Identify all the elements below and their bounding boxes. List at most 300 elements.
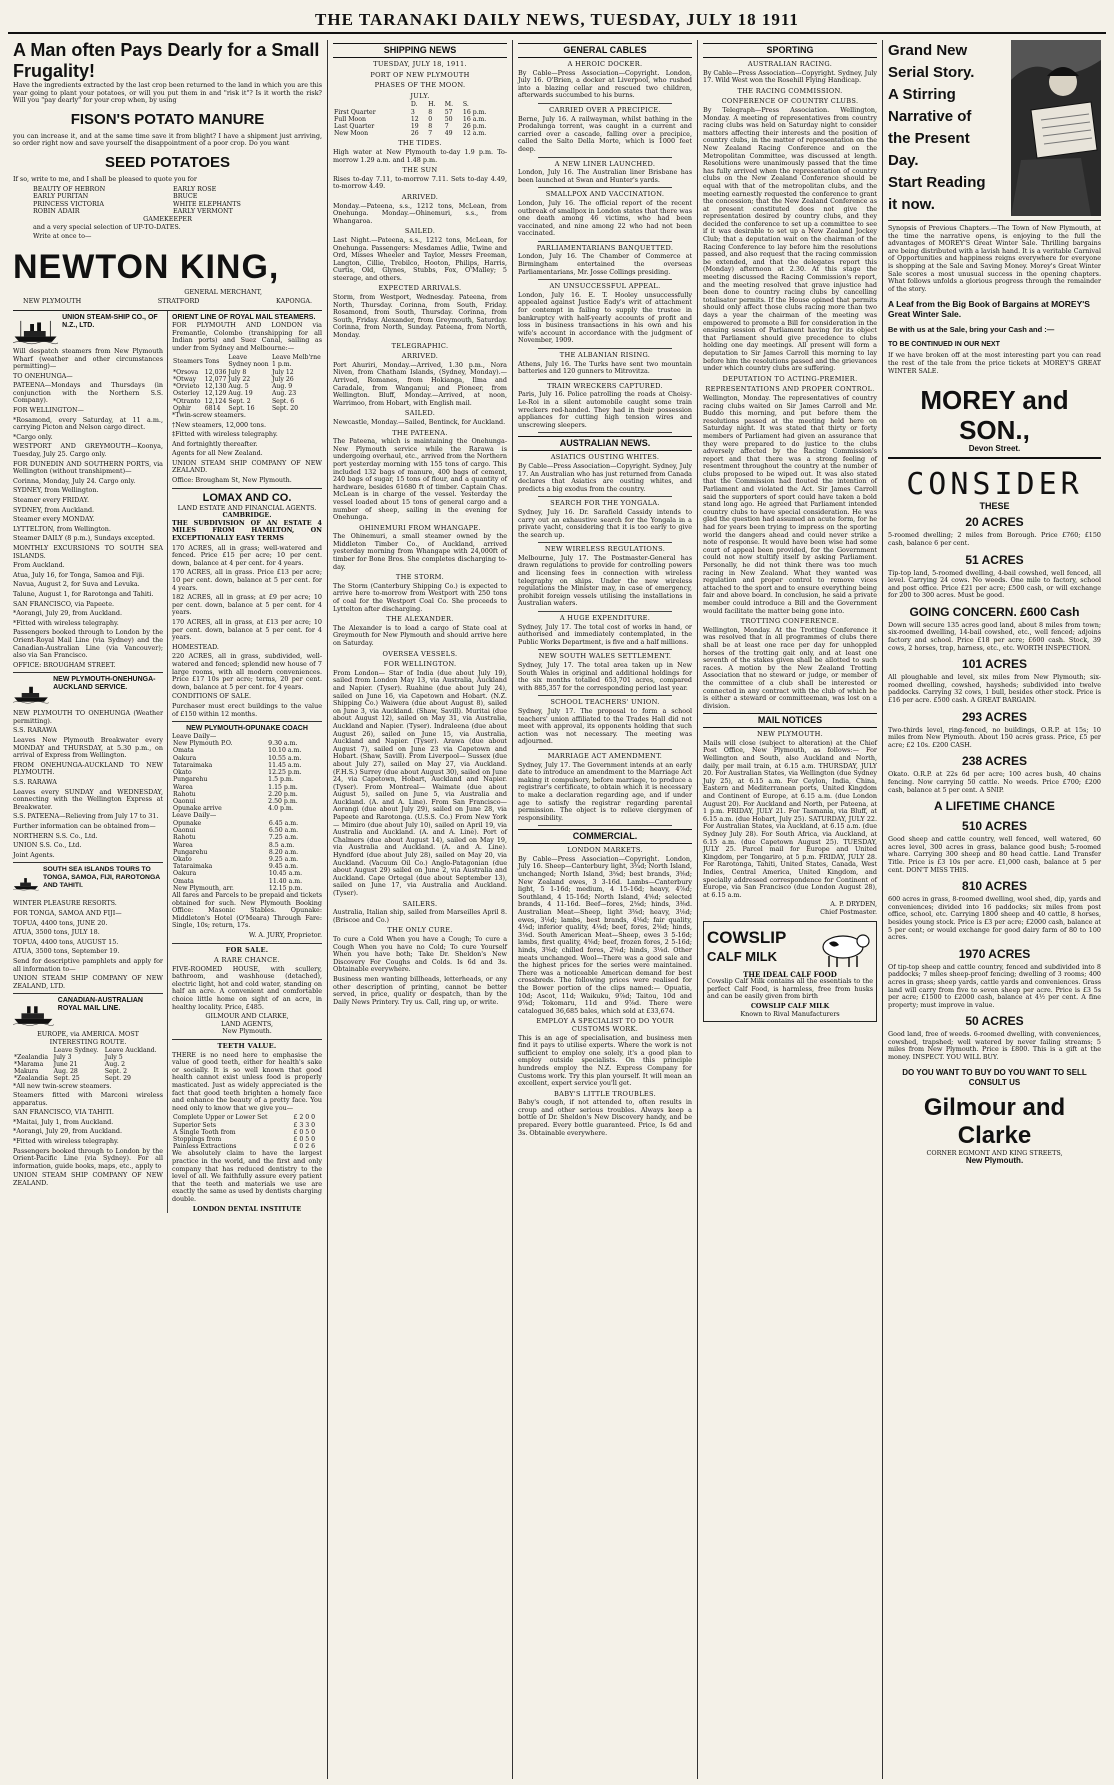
variety-item: EARLY VERMONT (173, 207, 233, 216)
article-text: London, July 16. The Chamber of Commerce at Birmingham entertained the overseas Parliamentarians, Mr. Josse Collings presiding. (518, 252, 692, 276)
text-line: 170 ACRES, all in grass, at £13 per acre; 10 per cent. down, balance at 5 per cent. for 4 years. (172, 617, 322, 642)
conference-heading: CONFERENCE OF COUNTRY CLUBS. (721, 97, 859, 106)
variety-item: BEAUTY OF HEBRON (33, 184, 106, 193)
teeth-signature: LONDON DENTAL INSTITUTE (192, 1204, 302, 1213)
farm-text: 600 acres in grass, 8-roomed dwelling, wool shed, dip, yards and conveniences; divided into 16 paddocks; six miles from post office, school, etc. Carrying 1800 sheep and 40 cattle, 8 horses, besides young stock. Price is £3 per acre; £2000 cash, balance at 5 per cent; or would exchange for good dairy farm of 80 to 100 acres. (888, 895, 1101, 942)
article-title: ASIATICS OUSTING WHITES. (550, 453, 660, 462)
text-line: *Aorangi, July 29, from Auckland. (13, 1127, 123, 1136)
arrived-text: Monday.—Pateena, s.s., 1212 tons, McLean, from Onehunga. Monday.—Ohinemuri, s.s., from Whangaroa. (333, 201, 507, 225)
table-cell: 49 (444, 130, 453, 138)
table-row (333, 130, 507, 137)
sun-text: Rises to-day 7.11, to-morrow 7.11. Sets to-day 4.49, to-morrow 4.49. (333, 174, 507, 191)
table-header: S. (462, 101, 469, 109)
table-cell: Opunake arrive (173, 805, 222, 813)
table-cell: Osterley (173, 390, 200, 398)
teeth-prices (172, 1114, 322, 1150)
farm-title: 238 ACRES (962, 754, 1027, 769)
sailed-heading: SAILED. (404, 227, 436, 236)
article-text: By Cable—Press Association—Copyright. London, July 16. O'Brien, a docker at Liverpool, who rushed into a blazing cellar and rescued two children, afterwards succumbed to his burns. (518, 68, 692, 100)
table-cell: 11.40 a.m. (268, 877, 303, 885)
table-cell: 2.20 p.m. (268, 790, 298, 798)
baby-heading: BABY'S LITTLE TROUBLES. (554, 1089, 656, 1098)
table-cell: Omata (173, 747, 194, 755)
table-cell: £ 0 5 0 (293, 1135, 316, 1143)
table-cell: 12 a.m. (462, 130, 487, 138)
text-line: *Twin-screw steamers. (172, 410, 246, 419)
lomax-sub: LAND ESTATE AND FINANCIAL AGENTS. (177, 503, 317, 512)
table-cell: 8.20 a.m. (268, 848, 299, 856)
fison-intro: Have the ingredients extracted by the last crop been returned to the land in which you are this year going to plant your potatoes, or will you put them in and "risk it"? Is it worth the risk? Will you "pay dearly" for your crop when, by using (13, 81, 323, 105)
moon-month: JULY. (410, 91, 430, 100)
text-line: FOR TONGA, SAMOA AND FIJI— (13, 908, 122, 917)
table-row (13, 1054, 163, 1061)
coach-leave: Leave Daily— (172, 731, 217, 740)
text-line: *Cargo only. (13, 432, 53, 441)
table-cell: July 22 (228, 375, 251, 383)
table-header: Leave Melb'rne 1 p.m. (271, 354, 321, 369)
table-cell: Warea (173, 783, 193, 791)
storm-heading: THE STORM. (395, 573, 445, 582)
table-row (13, 1061, 163, 1068)
farm-title: GOING CONCERN. £600 Cash (909, 604, 1080, 619)
sun-heading: THE SUN (402, 166, 438, 175)
farm-title: 50 ACRES (965, 1014, 1024, 1029)
section-heading: GENERAL CABLES (518, 43, 692, 58)
leaf-heading: A Leaf from the Big Book of Bargains at MOREY'S Great Winter Sale. (888, 299, 1090, 320)
variety-gamekeeper: GAMEKEEPER (143, 214, 192, 223)
text-line: *Fitted with wireless telegraphy. (13, 618, 119, 627)
table-cell: Pungarehu (173, 776, 208, 784)
section-heading: SPORTING (703, 43, 877, 58)
article-title: THE ALBANIAN RISING. (559, 351, 651, 359)
text-line: ATUA, 3500 tons, September 19. (13, 947, 120, 956)
article-title: NEW WIRELESS REGULATIONS. (544, 545, 666, 554)
table-row (172, 383, 322, 390)
serial-line: Start Reading (888, 174, 986, 191)
table-cell: 12.25 p.m. (268, 769, 302, 777)
text-line: Further information can be obtained from— (13, 822, 156, 830)
farm-text: All ploughable and level, six miles from New Plymouth; six-roomed dwelling, cowshed, haysheds; subdivided into twelve paddocks. Carrying 32 cows, 1 bull, besides other stock. Price is £16 per acre. £500 cash. A GREAT BARGAIN. (888, 673, 1101, 705)
coach-table-outbound (172, 740, 322, 812)
table-cell: Aug. 23 (271, 390, 297, 398)
steamship-icon (13, 866, 39, 900)
gilmour-address: CORNER EGMONT AND KING STREETS, (926, 1148, 1063, 1157)
northern-lines (13, 710, 163, 859)
table-cell: July 3 (53, 1053, 72, 1061)
table-cell: 8 (428, 108, 433, 116)
table-cell: Aug. 2 (104, 1060, 126, 1068)
table-cell: *Orvieto (173, 383, 200, 391)
text-line: Navua, August 2, for Suva and Levuka. (13, 580, 140, 589)
table-cell: 1.5 p.m. (268, 776, 294, 784)
teeth-body2: We absolutely claim to have the largest practice in the world, and the first and only company that has reduced dentistry to the level of all. We faithfully assure every patient that the teeth and materials we use are exactly the same as used by dentists charging double. (172, 1149, 322, 1203)
table-cell: July 26 (271, 375, 294, 383)
canadian-table (13, 1047, 163, 1083)
write-at-once: Write at once to— (33, 232, 92, 241)
table-cell: 9.25 a.m. (268, 855, 299, 863)
cowslip-product: CALF MILK (707, 948, 778, 964)
trotting-text: Wellington, Monday. At the Trotting Conference it was resolved that in all programmes of clubs there shall be at least one race per day for unhoppled horses of the trotting gait only, and at least one seventh of the stakes given shall be allotted to such races. A motion by the New Zealand Trotting Association that no steward or judge, or member of the committee of a club shall be interested or connected in any contract with the club of which he is either a steward or committeeman, was lost on a division. (703, 625, 877, 710)
text-line: Purchaser must erect buildings to the value of £150 within 12 months. (172, 701, 322, 718)
table-row (172, 863, 322, 870)
table-cell: First Quarter (334, 108, 376, 116)
farm-title: 51 ACRES (965, 552, 1024, 567)
table-cell: Oaonui (173, 827, 196, 835)
text-line: S.S. RARAWA (13, 726, 57, 735)
southsea-advert (13, 866, 163, 900)
farm-text: Tip-top land, 5-roomed dwelling, 4-bail cowshed, well fenced, all level. Carrying 24 cows. No weeds. One mile to factory, school and post office. Price £21 per acre; £500 cash, or will exchange for 200 to 300 acres. Must be good. (888, 568, 1101, 600)
farm-title: 101 ACRES (962, 657, 1027, 672)
article-title: SEARCH FOR THE YONGALA. (550, 499, 660, 508)
table-cell: Aug. 5 (228, 383, 249, 391)
text-line: UNION S.S. Co., Ltd. (13, 841, 82, 850)
orient-table (172, 354, 322, 412)
pateena-text: The Pateena, which is maintaining the Onehunga-New Plymouth service while the Rarawa is undergoing overhaul, etc., arrived from the Northern port yesterday morning with 155 tons of cargo. This included 132 bags of manure, 400 bags of cement, 240 bags of sugar, 15 tons of flour, and a quantity of hardware, besides 61680 ft of timber. Captain Chas. McLean is in charge of the vessel. Yesterday the vessel loaded about 15 tons of general cargo and a number of sheep, sailing in the evening for Onehunga. (333, 437, 507, 522)
table-cell: 10.55 a.m. (268, 754, 302, 762)
serial-line: Serial Story. (888, 64, 975, 81)
table-row (172, 398, 322, 405)
shipping-date: TUESDAY, JULY 18, 1911. (373, 60, 467, 68)
text-line: Steamer every MONDAY. (13, 515, 95, 524)
table-cell: New Plymouth P.O. (173, 740, 233, 748)
fison-advert (13, 40, 322, 310)
serial-line: the Present (888, 130, 970, 147)
table-cell: Rahotu (173, 834, 196, 842)
forsale-sig: LAND AGENTS, (220, 1019, 274, 1028)
article-title: A HEROIC DOCKER. (567, 60, 643, 68)
northern-advert (13, 676, 163, 710)
table-cell: 57 (444, 108, 453, 116)
land-adverts (168, 311, 322, 1213)
table-cell: *Zealandia (14, 1075, 49, 1083)
table-cell: £ 0 5 0 (293, 1128, 316, 1136)
text-line: *All new twin-screw steamers. (13, 1081, 112, 1090)
table-cell: 12,036 (204, 368, 227, 376)
to-be-continued: TO BE CONTINUED IN OUR NEXT (888, 341, 1000, 349)
sailed2-text: Newcastle, Monday.—Sailed, Bentinck, for Auckland. (333, 417, 506, 426)
table-cell: 16 p.m. (462, 108, 487, 116)
serial-line: Day. (888, 152, 919, 169)
table-cell: 6.50 a.m. (268, 827, 299, 835)
text-line: Leaves every SUNDAY and WEDNESDAY, connecting with the Wellington Express at Breakwater. (13, 787, 163, 811)
variety-item: PRINCESS VICTORIA (33, 199, 104, 208)
table-cell: Ophir (173, 404, 191, 412)
forsale-sub: A RARE CHANCE. (214, 956, 280, 965)
variety-item: ROBIN ADAIR (33, 207, 80, 216)
table-row (172, 776, 322, 783)
table-row (172, 369, 322, 376)
table-row (172, 740, 322, 747)
table-row (172, 747, 322, 754)
forsale-heading: FOR SALE. (225, 945, 269, 954)
consider-heading: CONSIDER (906, 466, 1083, 502)
canadian-sub: EUROPE, via AMERICA. MOST INTERESTING ROUTE. (37, 1030, 139, 1046)
sailers-text: Australia, Italian ship, sailed from Marseilles April 8. (Briscoe and Co.) (333, 908, 507, 924)
union-heading: UNION STEAM-SHIP CO., OF N.Z., LTD. (62, 313, 158, 329)
table-row (172, 784, 322, 791)
table-row (172, 390, 322, 397)
steamship-icon (13, 314, 58, 348)
table-cell: Oakura (173, 870, 197, 878)
southsea-heading: SOUTH SEA ISLANDS TOURS TO TONGA, SAMOA, FIJI, RAROTONGA AND TAHITI. (42, 866, 160, 890)
reading-man-illustration (1011, 40, 1101, 216)
serial-line: it now. (888, 196, 935, 213)
text-line: S.S. RARAWA (13, 778, 57, 787)
table-cell: 11.45 a.m. (268, 761, 302, 769)
table-cell: July 5 (104, 1053, 123, 1061)
farm-text: Okato. O.R.P. at 22s 6d per acre; 100 acres bush, 40 chains fencing. Now carrying 50 cattle. No weeds. Price £700; £200 cash, balance at 5 per cent. A SNIP. (888, 770, 1101, 794)
text-line: WINTER PLEASURE RESORTS. (13, 899, 117, 908)
table-row (172, 856, 322, 863)
overseas-text: From London— Star of India (due about July 19), sailed from London May 13, via Australia, Auckland and Napier. (Tyser). Ruahine (due about July 24), sailed on June 16, via Capetown and Hobart. (N.Z. Shipping Co.) Waiwera (due about August 8), sailed on June 3, via Auckland. (Shaw, Savill). Muritai (due about August 12), sailed on May 31, via Australia, Auckland and Napier. (Tyser). Indraleena (due about August 26), sailed on June 15, via Australia, Auckland and Napier. (Tyser). Arawa (due about August 7), sailed on June 23 via Capetown and Hobart. (Shaw, Savill). From Liverpool— Sussex (due about July 27), sailed on May 27, via Auckland. (F.H.S.) Surrey (due about August 30), sailed on June 24, via Capetown, Hobart, Auckland and Napier. (Tyser). From Montreal— Waimate (due about August 5), sailed on June 5, via Australia and Auckland. (A. and A. Line). From San Francisco— Aorangi (due about July 29), sailed on June 28, via Papeete and Rarotonga. (U.S.S. Co.) From New York— Mimiro (due about July 10), sailed on April 19, via Australia and Auckland. (A. and A. Line). Port of Chalmers (due about August 14), sailed on May 19, via Australia and Auckland. (A. and A. Line). Hyndford (due about July 28), sailed on May 20, via Auckland. (Vacuum Oil Co.) Anglo-Patagonian (due about August 29) sailed on June 2, via Australia and Auckland. Cape Ortegal (due about September 13), sailed on June 17, via Australia and Auckland. (Tyser). (333, 668, 507, 898)
alexander-heading: THE ALEXANDER. (386, 615, 454, 624)
text-line: And fortnightly thereafter. (172, 439, 258, 448)
text-line: Joint Agents. (13, 850, 55, 859)
lomax-town: CAMBRIDGE. (222, 511, 272, 520)
table-cell: Sept. 2 (104, 1068, 127, 1076)
column-sporting (698, 40, 883, 1779)
serial-line: A Stirring (888, 86, 956, 103)
farm-title: 293 ACRES (962, 709, 1027, 724)
article-text: Sydney, July 17. The Government intends at an early date to introduce an amendment to the Marriage Act making it compulsory, before marriage, to produce a registrar's certificate, to obtain which it is necessary to make a declaration regarding age, and if under age to satisfy the registrar regarding parental permission. The object is to relieve clergymen of responsibility. (518, 760, 692, 822)
farm-text: Of tip-top sheep and cattle country, fenced and subdivided into 8 paddocks; 7 miles sheep-proof fencing; dwelling of 3 rooms; 400 acres in grass; sheep yards, cattle yards and conveniences. Grass land will carry from five to seven sheep per acre. Price is £3 5s per acre; £1500 to £2000 cash, balance at 4½ per cent. A fine property; must improve in value. (888, 962, 1101, 1009)
text-line: PATEENA—Mondays and Thursdays (in conjunction with the Northern S.S. Company). (13, 381, 163, 405)
overseas-heading: OVERSEA VESSELS. (382, 649, 458, 658)
farm-text: Down will secure 135 acres good land, about 8 miles from town; six-roomed dwelling, 14-bail cowshed, etc., well fenced; adjoins factory and school. Price £18 per acre; £600 cash. Stock, 39 cows, 2 horses, trap, harness, etc., etc. WORTH INSPECTION. (888, 620, 1101, 652)
article-title: A HUGE EXPENDITURE. (559, 614, 651, 623)
text-line: From Auckland. (13, 561, 65, 570)
cowslip-advert (703, 921, 877, 1023)
article-title: SMALLPOX AND VACCINATION. (545, 190, 665, 199)
table-cell: Sept. 29 (104, 1075, 131, 1083)
table-header: H. (428, 101, 436, 109)
text-line: WESTPORT AND GREYMOUTH—Koonya, Tuesday, July 25. Cargo only. (13, 442, 163, 459)
table-cell: July 12 (271, 368, 294, 376)
text-line: Steamers fitted with Marconi wireless apparatus. (13, 1091, 163, 1107)
text-line: Office: Brougham St, New Plymouth. (172, 476, 292, 485)
column-shipping-news (328, 40, 513, 1779)
farm-text: Good land, free of weeds. 6-roomed dwelling, with conveniences, cowshed, trapshed; well watered by never failing streams; 5 miles from New Plymouth. Price is £800. This is a gift at the money. INSPECT. YOU WILL BUY. (888, 1030, 1101, 1062)
tides-text: High water at New Plymouth to-day 1.9 p.m. To-morrow 1.29 a.m. and 1.48 p.m. (333, 147, 507, 164)
cow-illustration (813, 925, 873, 969)
table-row (172, 1136, 322, 1143)
table-cell: New Moon (334, 130, 369, 138)
text-line: †New steamers, 12,000 tons. (172, 420, 266, 429)
text-line: SAN FRANCISCO, via Papeete. (13, 599, 115, 608)
cowslip-brand: COWSLIP (707, 927, 787, 947)
coach-table-inbound (172, 820, 322, 892)
article-text: Sydney, July 16. Dr. Sarafield Cassidy intends to carry out an exhaustive search for the Yongala in a private yacht, considering that it is too early to give the search up. (518, 507, 692, 539)
coach-notes: All fares and Parcels to be prepaid and tickets obtained for such. New Plymouth Booking Office: Masonic Stables. Opunake: Middleton's Hotel (O'Meara) Through Fare: Single, 10s; return, 17s. (172, 890, 322, 930)
canadian-lines (13, 1083, 163, 1188)
alexander-text: The Alexander is to load a cargo of State coal at Greymouth for New Plymouth and should arrive here on Saturday. (333, 623, 507, 648)
serial-line: Narrative of (888, 108, 972, 125)
table-cell: Oakura (173, 754, 197, 762)
seed-intro: If so, write to me, and I shall be pleased to quote you for (13, 174, 197, 183)
text-line: 182 ACRES, all in grass; at £9 per acre; 10 per cent. down, balance at 5 per cent. for 4 years. (172, 593, 322, 617)
cough-heading: THE ONLY CURE. (387, 926, 453, 935)
table-row (333, 109, 507, 116)
table-cell: 9.45 a.m. (268, 863, 299, 871)
article-text: Sydney, July 17. The total area taken up in New South Wales in original and additional holdings for the six months totalled 653,701 acres, compared with 885,357 for the corresponding period last year. (518, 661, 692, 692)
text-line: Talune, August 1, for Rarotonga and Tahiti. (13, 589, 154, 598)
table-cell: Omata (173, 877, 194, 885)
table-cell: £ 2 0 0 (293, 1114, 316, 1122)
cowslip-foot-sub: Known to Rival Manufacturers (740, 1009, 840, 1018)
gilmour-name: Gilmour and Clarke (923, 1093, 1066, 1149)
table-row (13, 1068, 163, 1075)
table-header: Tons (204, 357, 220, 365)
table-cell: Pungarehu (173, 848, 208, 856)
conference-text: By Telegraph—Press Association. Wellington, Monday. A meeting of representatives from country racing clubs was held on Saturday night to consider matters affecting their interests and the position of country clubs, in the matter of representation on the New Zealand Racing Conference and on the Metropolitan Committee, was discussed at length. Resolutions were unanimously passed that the time has fully arrived when the representation of country clubs on the New Zealand Conference should be equal with that of the metropolitan clubs, and the meeting earnestly requested the conference to grant the concession; that the New Zealand Conference as at present constituted does not give the representation desired by country clubs, and they decided the conference to set up a committee to see if it was desirable to set up a New Zealand Jockey Club; that a deputation wait on the chairman of the Racing Conference to lay before him the resolutions passed, and also request that the racing commission be extended, and that the delegates report this (Monday) afternoon at 2.30. At this stage the meeting discussed the Racing Commission's report, and the meeting resolved that grave injustice had been done to country racing clubs by cancelling totalisator permits. If the House opined that permits should only affect those clubs racing more than two days a year the chairman of the meeting was empowered to promote a Bill for consideration in the ensuing session of Parliament having for its object that Parliament should give precedence to clubs holding one day meetings. All present will form a deputation to Sir James Carroll this morning to lay before him the resolutions passed and the grievances under which country clubs are suffering. (703, 105, 877, 373)
article-text: Athens, July 16. The Turks have sent two mountain batteries and 120 gunners to Mitrovitza. (518, 359, 692, 376)
article-text: Paris, July 16. Police patrolling the roads at Choisy-Le-Roi in a silent automobile caught some train wreckers red-handed. They had in their possession appliances for cutting high tension wires and unscrewing sleepers. (518, 390, 692, 429)
table-header: Leave Sydney noon (228, 354, 269, 369)
table-cell: 7.25 a.m. (268, 834, 299, 842)
newton-king-name: NEWTON KING, (13, 247, 280, 286)
town: STRATFORD (157, 297, 200, 306)
column-advertisements (8, 40, 328, 1779)
text-line: 220 ACRES, all in grass, subdivided, well-watered and fenced; splendid new house of 7 large rooms, with all modern conveniences. Price £17 10s per acre; terms, 20 per cent. down, balance at 5 per cent. for 4 years. (172, 652, 322, 691)
text-line: *Rosamond, every Saturday, at 11 a.m., carrying Picton and Nelson cargo direct. (13, 415, 163, 432)
article-text: By Cable—Press Association—Copyright. Sydney, July 17. An Australian who has just returned from Canada declares that Asiatics are ousting whites, and predicts a big exodus from the country. (518, 461, 693, 493)
farm-listings (888, 515, 1101, 1061)
text-line: *Fitted with wireless telegraphy. (13, 1137, 119, 1146)
forsale-body: FIVE-ROOMED HOUSE, with scullery, bathroom, and washhouse (detached), electric light, hot and cold water, standing on half an acre. A convenient and comfortable choice little home on sight of an acre, in healthy locality. Price, £485. (172, 964, 322, 1011)
sailed2-heading: SAILED. (404, 409, 436, 418)
text-line: 170 ACRES, all in grass. Price £13 per acre; 10 per cent. down, balance at 5 per cent. for 4 years. (172, 568, 322, 592)
expected-text: Storm, from Westport, Wednesday. Pateena, from North, Thursday. Corinna, from South, Friday. Rosamond, from South, Thursday. Corinna, from South, Friday. Alexander, from Greymouth, Saturday. Corinna, from North, Sunday. Pateena, from North, Monday. (333, 293, 507, 340)
table-cell: Superior Sets (173, 1121, 216, 1129)
southsea-lines (13, 900, 163, 990)
serial-story-advert (888, 40, 1101, 221)
racing-text: By Cable—Press Association—Copyright. Sydney, July 17. Wild West won the Rosehill Flying Handicap. (703, 68, 878, 85)
farm-title: 20 ACRES (965, 515, 1024, 530)
business-text: Business men wanting billheads, letterheads, or any other description of printing, cannot be better served, in price, quality or despatch, than by the Daily News Printery. Try us. Call, ring up, or write. (333, 974, 507, 1006)
lomax-title: THE SUBDIVISION OF AN ESTATE 4 MILES FROM HAMILTON, ON EXCEPTIONALLY EASY TERMS (172, 518, 322, 543)
table-header: M. (444, 101, 454, 109)
text-line: ATUA, 3500 tons, JULY 18. (13, 928, 100, 937)
column-morey-and-land (883, 40, 1106, 1779)
table-cell: 12.15 p.m. (268, 884, 303, 892)
table-row (172, 1114, 322, 1121)
table-header (13, 1047, 53, 1054)
baby-text: Baby's cough, if not attended to, often results in croup and other serious troubles. Always keep a bottle of Dr. Sheldon's New Discovery handy, and be prepared. Every bottle guaranteed. Price, Is 6d and 3s. Obtainable everywhere. (518, 1098, 692, 1137)
fison-body: you can increase it, and at the same time save it from blight? I have a shipment just arriving, so order right now and save yourself the disappointment of a poor crop. Do you want (13, 131, 322, 148)
farm-title: 810 ACRES (962, 879, 1027, 894)
text-line: OFFICE: BROUGHAM STREET. (13, 660, 116, 669)
town: KAPONGA. (275, 297, 312, 306)
forsale-sig: GILMOUR AND CLARKE, (205, 1012, 289, 1021)
sailed-text: Last Night.—Pateena, s.s., 1212 tons, McLean, for Onehunga. Passengers: Mesdames Adlie, Twine and Ord, Misses Wheeler and Taylor, Messrs Freeman, Langton, Cillie, Trebilco, Hooton, Philips, Harris, Curtis, Old, Glynes, Stubbs, Fox, O'Malley; 5 steerage, and others. (333, 235, 507, 282)
article-title: A NEW LINER LAUNCHED. (554, 159, 656, 168)
section-heading: MAIL NOTICES (703, 713, 877, 728)
seed-potatoes-heading: SEED POTATOES (104, 153, 231, 171)
article-title: SCHOOL TEACHERS' UNION. (550, 698, 660, 707)
continued-text: If we have broken off at the most interesting part you can read the rest of the tale from the price tickets at MOREY'S GREAT WINTER SALE. (888, 351, 1101, 375)
union-advert (13, 314, 163, 348)
racing-heading: AUSTRALIAN RACING. (747, 60, 833, 68)
deputation-text: Wellington, Monday. The representatives of country racing clubs waited on Sir James Carroll and Mr. Buddo this morning, and put before them the resolutions passed at the meeting held here on Saturday night. It was stated that thirty or forty members of Parliament had given an assurance that they were prepared to do justice to the clubs adversely affected by the Racing Commission's report and that there was a strong feeling of resentment throughout the country at the number of clubs proposed to be wiped out. It was also stated that the Commission had flouted the intention of Parliament and violated the Act. Sir James Carroll said the supporters of sport could have taken a bold stand long ago. He agreed that Parliament intended country clubs to have special consideration. He was glad the question had assumed an acute form, for he had for years been trying to impress on the sporting world the dangers ahead and could never strike a note of response. It would have been wise had some court of appeal been provided, for the Government could not now stultify itself by asking Parliament. Personally, he did not think there was too much racing in New Zealand. What they wanted was regulation and proper control to remove vices attached to the sport and to ensure everything being fair and above board. In conclusion, he said a private member could introduce a Bill and the Government would facilitate the matter being gone into. (703, 393, 877, 615)
article-title: MARRIAGE ACT AMENDMENT. (547, 751, 663, 760)
text-line: Leaves New Plymouth Breakwater every MONDAY and THURSDAY, at 5.30 p.m., on arrival of Express from Wellington. (13, 736, 163, 760)
table-cell: Full Moon (334, 115, 366, 123)
table-row (172, 849, 322, 856)
table-cell: 12 (410, 115, 419, 123)
table-cell: Stoppings from (173, 1135, 222, 1143)
table-cell: 26 p.m. (462, 122, 487, 130)
table-cell: 26 (410, 130, 419, 138)
text-line: FROM ONEHUNGA-AUCKLAND TO NEW PLYMOUTH. (13, 760, 163, 777)
gilmour-town: New Plymouth. (965, 1156, 1024, 1166)
town: NEW PLYMOUTH (23, 297, 82, 306)
these-heading: THESE (979, 500, 1010, 511)
orient-intro: FOR PLYMOUTH AND LONDON via Fremantle, Colombo (transhipping for all Indian ports) and Suez Canal, sailing as under from Sydney and Melbourne:— (172, 320, 322, 352)
text-line: SYDNEY, from Wellington. (13, 486, 99, 495)
shipping-port: PORT OF NEW PLYMOUTH (370, 70, 470, 79)
text-line: *Aorangi, July 29, from Auckland. (13, 609, 123, 618)
section-heading: SHIPPING NEWS (333, 43, 507, 58)
farm-title: 1970 ACRES (958, 946, 1031, 961)
article-text: London, July 16. The official report of the recent outbreak of smallpox in London states that there was one death among 46 victims, who had been vaccinated, and nine among 22 who had not been vaccinated. (518, 198, 692, 238)
upto-dates: and a very special selection of UP-TO-DATES. (33, 222, 181, 231)
article-text: London, July 16. E. T. Hooley unsuccessfully appealed against Justice Eady's writ of attachment for contempt in failing to supply the trustee in bankruptcy with half-yearly accounts of profit and loss in business transactions in his own and his wife's account in accordance with the judgment of November, 1909. (518, 290, 692, 345)
commercial-text: By Cable—Press Association—Copyright. London, July 16. Sheep—Canterbury light, 3¾d; North Island, unchanged; North Island, 3⅝d; best brands, 3⅝d; New Zealand ewes, 3 3-16d. Lambs—Canterbury light, 5 1-16d; medium, 4 15-16d; heavy, 4⅞d; Southland, 4 15-16d; North Island, 4⅝d; selected brands, 4 11-16d. Beef—fores, 2⅝d; hinds, 3⅜d. Australian Meat—Sheep, light 3⅜d; heavy, 3⅛d; ewes, 3⅛d; lambs, best brands, 4⅛d; fair quality, 4⅛d; inferior quality, 4⅛d; beef, fores, 2⅝d; hinds, 3⅛d. South American Meat—Sheep, ewes 3 5-16d; lambs, first quality, 4⅝d; beef, frozen fores, 2 5-16d; hinds, 3⅝d; chilled fores, 2⅝d; hinds, 3⅛d. Other meats unchanged. Wool—There was a good sale and the highest prices for the series were maintained. There was a noticeable American demand for best crossbreds. The following prices were realised for the Bower portion of the clips named:— Opuatia, 10d; Ascot, 11d; Waikuku, 9⅞d; Taitou, 10d and 9⅞d; Tokomaru, 11d and 9⅞d. There were catalogued 36,685 bales, which sold at £33,674. (518, 854, 692, 1015)
variety-item: EARLY PURITAN (33, 192, 89, 201)
table-row (172, 1122, 322, 1129)
fison-product: FISON'S POTATO MANURE (70, 110, 265, 128)
table-row (333, 123, 507, 130)
variety-item: BRUCE (173, 192, 198, 201)
table-cell: 16 a.m. (462, 115, 487, 123)
section-heading: AUSTRALIAN NEWS. (518, 436, 692, 451)
article-text: Berne, July 16. A railwayman, whilst bathing in the Prodalunga torrent, was caught in a current and carried over a cascade, falling over a precipice, called the Salto Della Morte, which is 1000 feet deep. (518, 114, 692, 153)
table-cell: 6.45 a.m. (268, 819, 299, 827)
mail-text: Mails will close (subject to alteration) at the Chief Post Office, New Plymouth, as follows:— For Wellington and South, also Auckland and North, daily, per mail train, at 6.15 a.m. THURSDAY, JULY 20. For Australian States, via Wellington (due Sydney July 25), at 6.15 a.m. For Ceylon, India, China, Eastern and Mediterranean ports, United Kingdom and Continent of Europe, at 6.15 a.m. (due London August 20). For Auckland and North, per Pateena, at 1 p.m. FRIDAY, JULY 21. For Tasmania, via Bluff, at 6.15 a.m. (due Hobart, July 25). SATURDAY, JULY 22. For Australian States, via Auckland, at 6.15 a.m. (due Sydney July 28). For South Africa, via Auckland, at 6.15 a.m. (due Capetown August 25). TUESDAY, JULY 25. Parcel mail for Europe and United Kingdom, per Tongariro, at 5 p.m. FRIDAY, JULY 28. For Rarotonga, Tahiti, United States, Canada, West Indies, Central America, United Kingdom, and specially addressed correspondence for Continent of Europe, via San Francisco (due London August 28), at 6.15 a.m. (703, 738, 877, 899)
text-line: Atua, July 16, for Tonga, Samoa and Fiji. (13, 570, 145, 579)
table-row (172, 791, 322, 798)
text-line: NEW PLYMOUTH TO ONEHUNGA (Weather permitting). (13, 709, 163, 725)
table-cell: Sept. 25 (53, 1075, 80, 1083)
text-line: *Maitai, July 1, from Auckland. (13, 1117, 114, 1126)
cough-text: To cure a Cold When you have a Cough; To cure a Cough When you have no Cold; To cure Yourself When you have both; Take Dr. Sheldon's New Discovery For Coughs and Colds. Is 6d and 3s. Obtainable everywhere. (333, 934, 507, 974)
union-lines (13, 348, 163, 669)
table-cell: *Marama (14, 1060, 44, 1068)
ohinemuri-text: The Ohinemuri, a small steamer owned by the Middleton Timber Co., of Auckland, arrived yesterday morning from Whangape with 24,000ft of timber for Bone Bros. She completes discharging to-day. (333, 532, 507, 571)
australian-articles (518, 454, 692, 826)
table-cell: *Otranto (173, 397, 201, 405)
table-cell: New Plymouth, arr. (173, 884, 234, 892)
text-line: Passengers booked through to London by the Orient-Pacific Line (via Sydney). For all information, guide books, maps, etc., apply to (13, 1146, 163, 1170)
storm-text: The Storm (Canterbury Shipping Co.) is expected to arrive here to-morrow from Westport with 250 tons of coal for the Westport Coal Co. She proceeds to Lyttelton after discharging. (333, 581, 507, 613)
farm-text: Good sheep and cattle country, well fenced, well watered, 60 acres level, 300 acres in grass, balance good bush; 5-roomed whare. Carrying 300 sheep and 80 head cattle. Land Transfer Title. Price is £3 10s per acre. £1,000 cash, balance at 5 per cent. DON'T MISS THIS. (888, 835, 1101, 874)
text-line: Steamer DAILY (8 p.m.), Sundays excepted. (13, 534, 155, 543)
fison-headline: A Man often Pays Dearly for a Small Frugality! (13, 40, 320, 81)
table-cell: Painless Extractions (173, 1143, 237, 1151)
newton-king-role: GENERAL MERCHANT, (184, 287, 262, 296)
orient-notes (172, 412, 322, 485)
article-text: Melbourne, July 17. The Postmaster-General has drawn regulations to provide for controlling powers and licensing fees in connection with wireless telegraphy on ships. Under the new wireless regulations the Minister may, in case of emergency, prohibit foreign vessels utilising the installations in Australian waters. (518, 553, 692, 608)
mail-sub: NEW PLYMOUTH. (756, 730, 824, 739)
specialist-text: This is an age of specialisation, and business men find it pays to utilise experts. Where the work is not sufficient to employ one solely, it's a good plan to employ outside specialists. On this principle hundreds employ the N.Z. Express Company for Customs work. Try this plan yourself. It will mean an excellent, expert service you'll get. (518, 1033, 692, 1088)
table-cell: 8 (428, 122, 433, 130)
moon-table (333, 101, 507, 137)
farm-text: 5-roomed dwelling; 2 miles from Borough. Price £760; £150 cash, balance 6 per cent. (888, 531, 1101, 547)
article-title: PARLIAMENTARIANS BANQUETTED. (536, 243, 674, 252)
table-cell: Sept. 6 (271, 397, 295, 405)
canadian-advert (13, 997, 163, 1031)
table-row (172, 870, 322, 877)
